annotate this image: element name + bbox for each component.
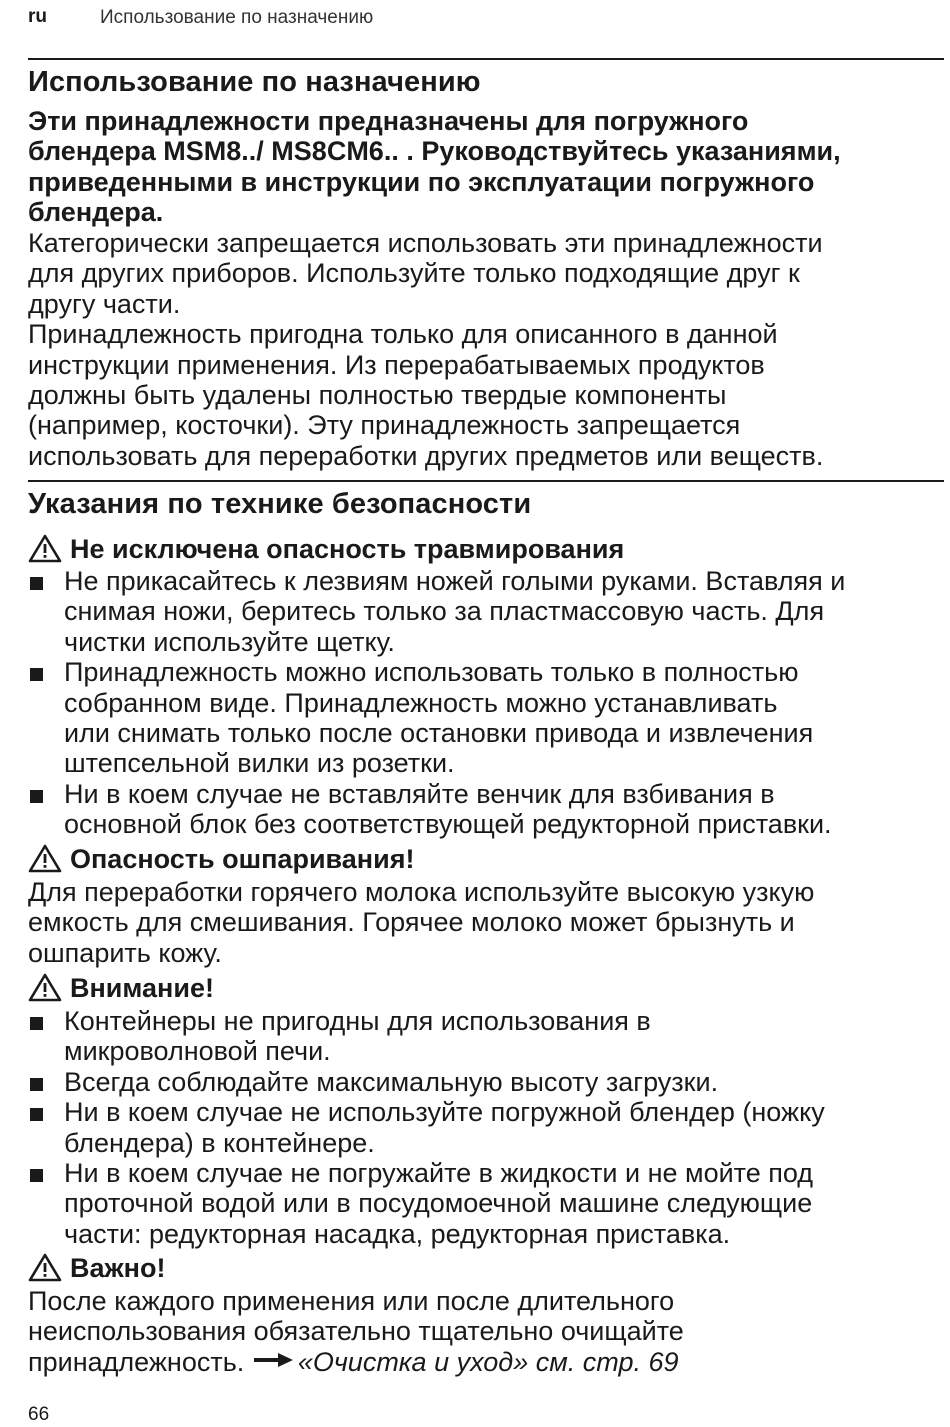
language-code: ru [28,6,47,27]
warning-triangle-icon [28,844,62,873]
warning-triangle-icon [28,973,62,1002]
text-line: части: редукторная насадка, редукторная приставка. [64,1218,731,1249]
text-line: Эти принадлежности предназначены для погружного [28,106,749,136]
text-line: ошпарить кожу. [28,937,222,968]
list-item [28,566,944,657]
text-line: Контейнеры не пригодны для использования в [64,1006,651,1036]
square-bullet-icon [30,668,43,681]
list-item [28,1097,944,1158]
arrow-right-icon [254,1352,294,1368]
list-item [28,779,944,840]
important-heading [28,1252,165,1284]
list-item [28,1067,944,1097]
warning-triangle-icon [28,1253,62,1282]
square-bullet-icon [30,1169,43,1182]
injury-warning-heading [28,533,624,565]
text-line: проточной водой или в посудомоечной машине следующие [64,1188,813,1219]
divider [28,480,944,482]
warning-triangle-icon [28,534,62,563]
text-line: основной блок без соответствующей редукторной приставки. [64,809,832,840]
text-line: или снимать только после остановки привода и извлечения [64,718,814,749]
list-item [28,657,944,779]
text-segment: принадлежность. [28,1346,245,1377]
text-line: (например, косточки). Эту принадлежность запрещается [28,410,741,441]
text-line: После каждого применения или после длительного [28,1286,675,1316]
scald-paragraph [28,877,944,968]
injury-warning-title: Не исключена опасность травмирования [70,534,625,564]
divider [28,58,944,60]
attention-heading [28,972,214,1004]
text-line: Принадлежность пригодна только для описанного в данной [28,319,778,350]
intended-use-paragraph [28,228,944,471]
text-line: штепсельной вилки из розетки. [64,748,455,779]
text-line [28,1347,944,1377]
running-title: Использование по назначению [100,7,374,28]
text-line: Ни в коем случае не используйте погружной блендер (ножку [64,1097,825,1128]
text-line: блендера. [28,197,164,228]
text-line: приведенными в инструкции по эксплуатации погружного [28,166,815,197]
text-line: чистки используйте щетку. [64,626,395,657]
text-line: емкость для смешивания. Горячее молоко может брызнуть и [28,907,795,938]
text-line: Категорически запрещается использовать эти принадлежности [28,228,823,258]
text-line: использовать для переработки других предметов или веществ. [28,440,824,471]
text-line: микроволновой печи. [64,1036,331,1067]
cleaning-reference-link[interactable]: «Очистка и уход» см. стр. 69 [297,1346,679,1377]
important-title: Важно! [70,1253,166,1283]
attention-list [28,1006,944,1249]
list-item [28,1006,944,1067]
text-line: блендера MSM8../ MS8CM6.. . Руководствуйтесь указаниями, [28,136,841,167]
text-line: Всегда соблюдайте максимальную высоту загрузки. [64,1066,719,1097]
text-line: Для переработки горячего молока используйте высокую узкую [28,877,815,907]
intended-use-bold-paragraph [28,106,944,228]
text-line: собранном виде. Принадлежность можно устанавливать [64,687,778,718]
text-line: другу части. [28,288,181,319]
text-line: блендера) в контейнере. [64,1127,375,1158]
list-item [28,1158,944,1249]
text-line: инструкции применения. Из перерабатываемых продуктов [28,349,765,380]
scald-warning-heading [28,843,414,875]
page-number: 66 [28,1404,50,1425]
safety-title: Указания по технике безопасности [28,488,532,520]
square-bullet-icon [30,1078,43,1091]
text-line: снимая ножи, беритесь только за пластмассовую часть. Для [64,596,825,627]
text-line: Принадлежность можно использовать только в полностью [64,657,799,688]
square-bullet-icon [30,1017,43,1030]
text-line: Не прикасайтесь к лезвиям ножей голыми руками. Вставляя и [64,566,846,596]
text-line: для других приборов. Используйте только подходящие друг к [28,258,800,289]
intended-use-title: Использование по назначению [28,66,481,98]
text-line: должны быть удалены полностью твердые компоненты [28,380,727,411]
text-line: Ни в коем случае не погружайте в жидкости и не мойте под [64,1158,814,1189]
text-line: Ни в коем случае не вставляйте венчик для взбивания в [64,778,775,809]
square-bullet-icon [30,577,43,590]
page-header [28,6,944,30]
injury-list [28,566,944,840]
square-bullet-icon [30,790,43,803]
attention-title: Внимание! [70,973,214,1003]
square-bullet-icon [30,1108,43,1121]
text-line: неиспользования обязательно тщательно очищайте [28,1316,684,1347]
important-paragraph [28,1286,944,1377]
scald-warning-title: Опасность ошпаривания! [70,844,415,874]
